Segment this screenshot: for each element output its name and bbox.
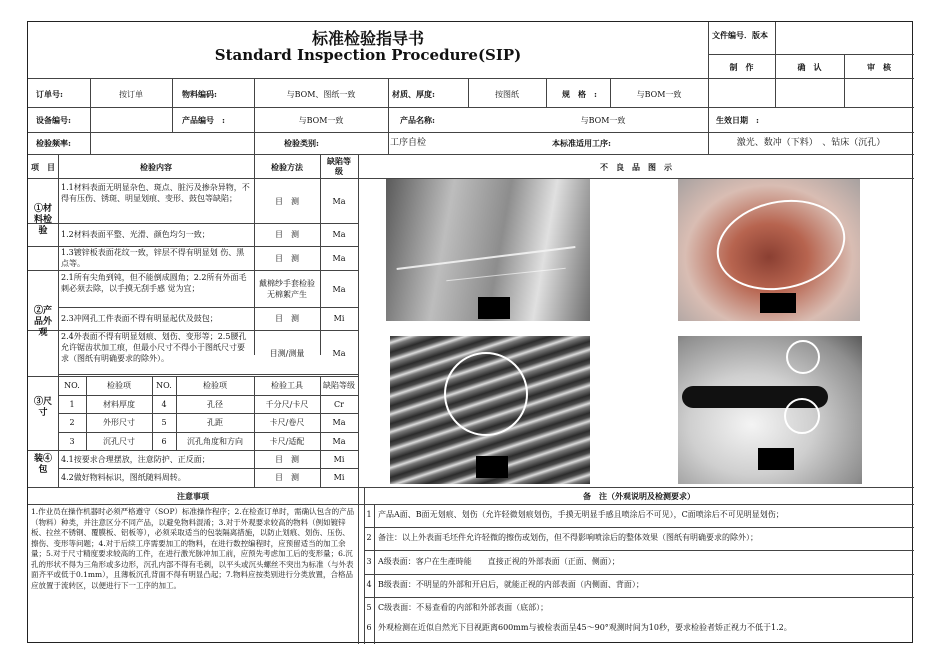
applicable-process-label: 本标准适用工序: xyxy=(552,138,611,148)
material-code-value: 与BOM、图纸一致 xyxy=(286,90,356,99)
inspection-row-4-level: Ma xyxy=(332,285,346,294)
notes-text: 1.作业员在操作机器时必须严格遵守（SOP）标准操作程序；2.在检查订单时，需确认包含的产品（物料）种类，并注意区分不同产品，以避免物料混淆；3.对于外观要求较高的物料（例如镀锌板、拉丝不锈钢、覆膜板、铝板等），必须采取适当的包装隔离措施，以防止划痕、划伤、压伤、擦伤、变形等问题；4.对于后续工序需要加工的物料，在进行数控编程时，应预留适当的加工余量；5.对于尺寸精度要求较高的工件，在进行激光脉冲加工前，应预先考虑加工后的变形量；6.沉孔的形状不得为三角形或多边形，沉孔内部不得有毛刺，以平头或沉头螺丝不突出为标准（与外表面齐平或低于0.1mm），且薄板沉孔背面不得有明显凸起；7.物料应按类别进行分类放置，合格品应放置于流转区，以便进行下一工序的加工。 xyxy=(31,507,355,590)
inspection-row-4-content: 2.1所有尖角到钝，但不能倒成圆角；2.2所有外面毛刺必须去除，以手摸无刮手感 觉为宜； xyxy=(61,273,247,293)
equipment-no-label: 设备编号: xyxy=(36,115,71,125)
remark-4-text: B级表面：不明显的外部和开启后，就能正视的内部表面（内侧面、背面）； xyxy=(378,580,644,589)
dim-row-1-no2: 4 xyxy=(161,400,167,409)
spec-value: 与BOM一致 xyxy=(636,90,682,99)
material-thickness-value: 按图纸 xyxy=(495,90,519,99)
dim-row-1-tool: 千分尺/卡尺 xyxy=(265,400,309,409)
dim-row-1-level: Cr xyxy=(334,400,344,409)
product-no-label: 产品编号 : xyxy=(182,115,225,125)
defect-images-header: 不 良 品 图 示 xyxy=(600,162,672,172)
inspection-row-7-method: 目 测 xyxy=(275,455,299,464)
inspection-row-1-method: 目 测 xyxy=(275,197,299,206)
notes-title: 注意事项 xyxy=(177,491,209,501)
defect-photo-scratch xyxy=(386,179,590,321)
dim-row-2-level: Ma xyxy=(332,418,346,427)
dim-row-1-item2: 孔径 xyxy=(207,400,223,409)
remark-6-no: 6 xyxy=(366,623,372,632)
dim-row-1-no: 1 xyxy=(69,400,75,409)
inspection-row-8-level: Mi xyxy=(333,473,345,482)
product-name-value: 与BOM一致 xyxy=(580,116,626,125)
product-no-value: 与BOM一致 xyxy=(298,116,344,125)
inspection-sheet xyxy=(27,21,913,643)
dim-row-2-item2: 孔距 xyxy=(207,418,223,427)
dim-row-2-item: 外形尺寸 xyxy=(103,418,135,427)
dim-header-item-1: 检验项 xyxy=(107,381,131,390)
dim-row-2-no2: 5 xyxy=(161,418,167,427)
inspection-row-7-content: 4.1按要求合理摆放，注意防护、正反面； xyxy=(61,455,210,464)
defect-photo-rust xyxy=(678,179,860,321)
remark-1-text: 产品A面、B面无划痕、划伤（允许轻微划痕划伤，手摸无明显手感且喷涂后不可见），C面喷涂后不可见明显划伤； xyxy=(378,510,784,519)
inspection-row-6-method: 目测/测量 xyxy=(269,349,305,358)
inspection-type-label: 检验类别: xyxy=(284,138,319,148)
method-header: 检验方法 xyxy=(271,162,303,172)
dim-header-no-2: NO. xyxy=(156,381,172,390)
dim-header-tool: 检验工具 xyxy=(271,381,303,390)
remark-2-no: 2 xyxy=(366,533,372,542)
remark-3-no: 3 xyxy=(366,557,372,566)
order-no-value: 按订单 xyxy=(119,90,143,99)
remark-4-no: 4 xyxy=(366,580,372,589)
section-dimension-label: ③尺寸 xyxy=(33,397,52,418)
section-appearance-label: ②产品外观 xyxy=(33,306,52,338)
remark-2-text: 备注：以上外表面毛坯件允许轻微的擦伤或划伤，但不得影响喷涂后的整体效果（图纸有明确要求的除外）； xyxy=(378,533,758,542)
section-packaging-label: 装④包 xyxy=(33,454,52,475)
effective-date-label: 生效日期 : xyxy=(716,115,759,125)
remark-1-no: 1 xyxy=(366,510,372,519)
applicable-process-value: 激光、数冲（下料） 、钻床（沉孔） xyxy=(736,138,886,148)
material-thickness-label: 材质、厚度: xyxy=(392,89,435,99)
inspection-row-5-content: 2.3冲网孔工件表面不得有明显起伏及鼓包； xyxy=(61,314,218,323)
document-title-cn: 标准检验指导书 xyxy=(311,29,424,48)
dim-row-3-no2: 6 xyxy=(161,437,167,446)
inspection-row-2-method: 目 测 xyxy=(275,230,299,239)
doc-no-label: 文件编号．版本 xyxy=(712,30,768,40)
document-title-en: Standard Inspection Procedure(SIP) xyxy=(214,46,522,64)
remark-5-no: 5 xyxy=(366,603,372,612)
product-name-label: 产品名称: xyxy=(400,115,435,125)
confirm-label: 确 认 xyxy=(797,62,822,72)
inspection-row-2-content: 1.2材料表面平整、光滑、颜色均匀一致； xyxy=(61,230,210,239)
dim-header-level: 缺陷等级 xyxy=(323,381,355,390)
review-label: 审 核 xyxy=(867,62,891,72)
dim-row-3-level: Ma xyxy=(332,437,346,446)
defect-level-header: 缺陷等级 xyxy=(327,156,351,176)
inspection-row-6-content: 2.4外表面不得有明显划痕、划伤、变形等；2.5腰孔允许锯齿状加工痕，但最小尺寸不得小于图纸尺寸要求（图纸有明确要求的除外）。 xyxy=(61,332,247,363)
inspection-row-5-method: 目 测 xyxy=(275,314,299,323)
content-header: 检验内容 xyxy=(140,162,172,172)
dim-row-2-no: 2 xyxy=(69,418,75,427)
remark-6-text: 外观检测在近似自然光下目视距离600mm与被检表面呈45～90°观测时间为10秒，要求检验者矫正视力不低于1.2。 xyxy=(378,623,792,632)
inspection-row-2-level: Ma xyxy=(332,230,346,239)
dim-row-3-tool: 卡尺/适配 xyxy=(269,437,305,446)
inspection-row-5-level: Mi xyxy=(333,314,345,323)
make-label: 制 作 xyxy=(729,62,754,72)
dim-row-3-item: 沉孔尺寸 xyxy=(103,437,135,446)
remarks-title: 备 注（外观说明及检测要求） xyxy=(583,491,695,501)
dim-row-3-no: 3 xyxy=(69,437,75,446)
inspection-row-3-content: 1.3镀锌板表面花纹一致，锌层不得有明显划 伤、黑点等。 xyxy=(61,248,245,268)
inspection-row-7-level: Mi xyxy=(333,455,345,464)
inspection-row-4-method: 戴棉纱手套检验无棉絮产生 xyxy=(259,279,315,299)
inspection-type-value: 工序自检 xyxy=(389,138,426,148)
inspection-row-8-content: 4.2做好物料标识，图纸随料周转。 xyxy=(61,473,186,482)
inspection-row-3-method: 目 测 xyxy=(275,254,299,263)
dim-row-3-item2: 沉孔角度和方向 xyxy=(187,437,243,446)
dim-row-1-item: 材料厚度 xyxy=(103,400,135,409)
inspection-row-3-level: Ma xyxy=(332,254,346,263)
order-no-label: 订单号: xyxy=(36,89,63,99)
frequency-label: 检验频率: xyxy=(36,138,71,148)
defect-photo-slot xyxy=(678,336,862,484)
dim-row-2-tool: 卡尺/卷尺 xyxy=(269,418,305,427)
inspection-row-8-method: 目 测 xyxy=(275,473,299,482)
item-header: 项 目 xyxy=(31,162,55,172)
spec-label: 规 格 : xyxy=(562,89,597,99)
inspection-row-6-level: Ma xyxy=(332,349,346,358)
dim-header-item-2: 检验项 xyxy=(203,381,227,390)
defect-photo-dent xyxy=(390,336,590,484)
inspection-row-1-level: Ma xyxy=(332,197,346,206)
material-code-label: 物料编码: xyxy=(182,89,217,99)
inspection-row-1-content: 1.1材料表面无明显杂色、斑点、脏污及掺杂异物，不得有压伤、锈斑、明显划痕、变形、鼓包等缺陷； xyxy=(61,183,250,203)
remark-3-text: A级表面：客户在生產時能 直接正视的外部表面（正面、侧面）； xyxy=(378,557,620,566)
remark-5-text: C级表面：不易查看的内部和外部表面（底部）； xyxy=(378,603,549,612)
dim-header-no-1: NO. xyxy=(64,381,80,390)
section-material-label: ①材料检验 xyxy=(33,204,52,236)
